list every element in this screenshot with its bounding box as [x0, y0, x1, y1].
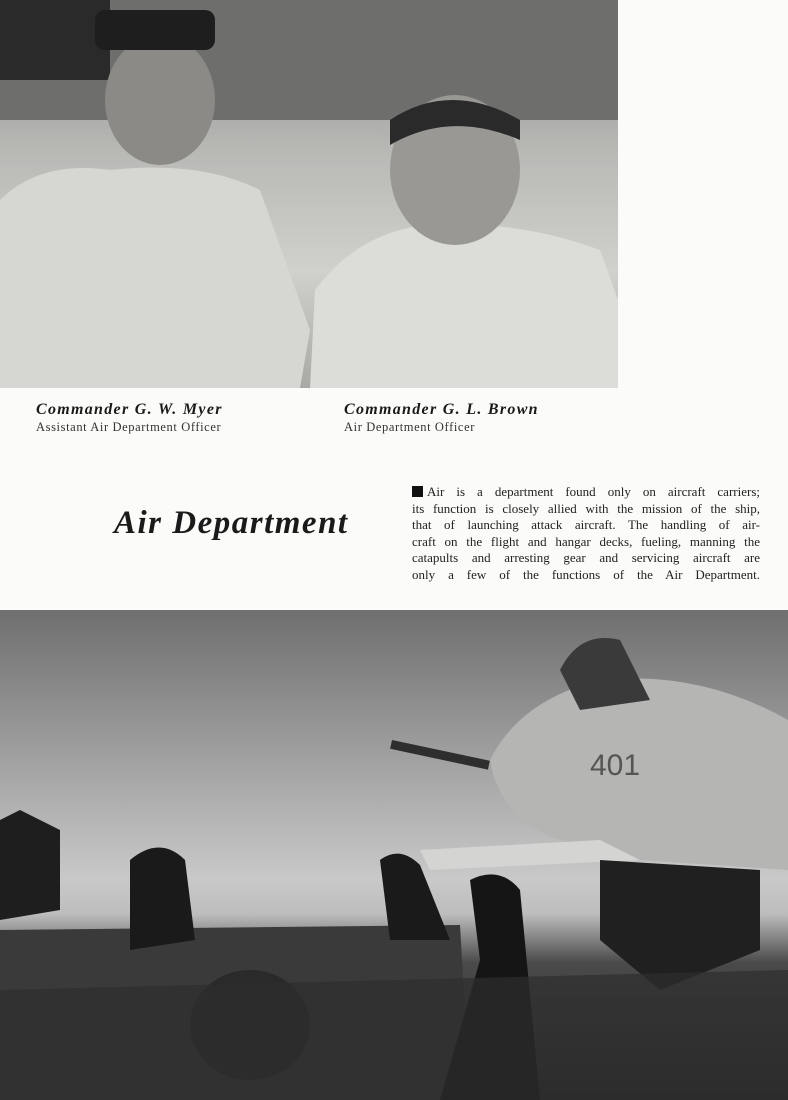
body-line: only a few of the functions of the Air Department. [412, 566, 760, 582]
body-line: that of launching attack aircraft. The handling of air- [412, 517, 760, 533]
body-line [412, 484, 760, 501]
body-line: craft on the flight and hangar decks, fueling, manning the [412, 533, 760, 549]
caption-name: Commander G. W. Myer [36, 401, 223, 418]
flight-deck-photo-image [0, 610, 788, 1100]
caption-brown [344, 401, 539, 435]
aircraft-number: 401 [590, 749, 641, 782]
body-text [412, 484, 760, 584]
officers-photo [0, 0, 618, 388]
caption-name: Commander G. L. Brown [344, 401, 539, 418]
body-line: catapults and arresting gear and servicing aircraft are [412, 550, 760, 566]
body-line-text: Air is a department found only on aircraft carriers; [427, 484, 760, 499]
caption-title: Air Department Officer [344, 420, 475, 434]
caption-myer [36, 401, 223, 435]
flight-deck-photo [0, 610, 788, 1100]
caption-title: Assistant Air Department Officer [36, 420, 222, 434]
bullet-square-icon [412, 486, 423, 497]
page-title: Air Department [114, 505, 349, 541]
officers-photo-image [0, 0, 618, 388]
body-line: its function is closely allied with the mission of the ship, [412, 500, 760, 516]
